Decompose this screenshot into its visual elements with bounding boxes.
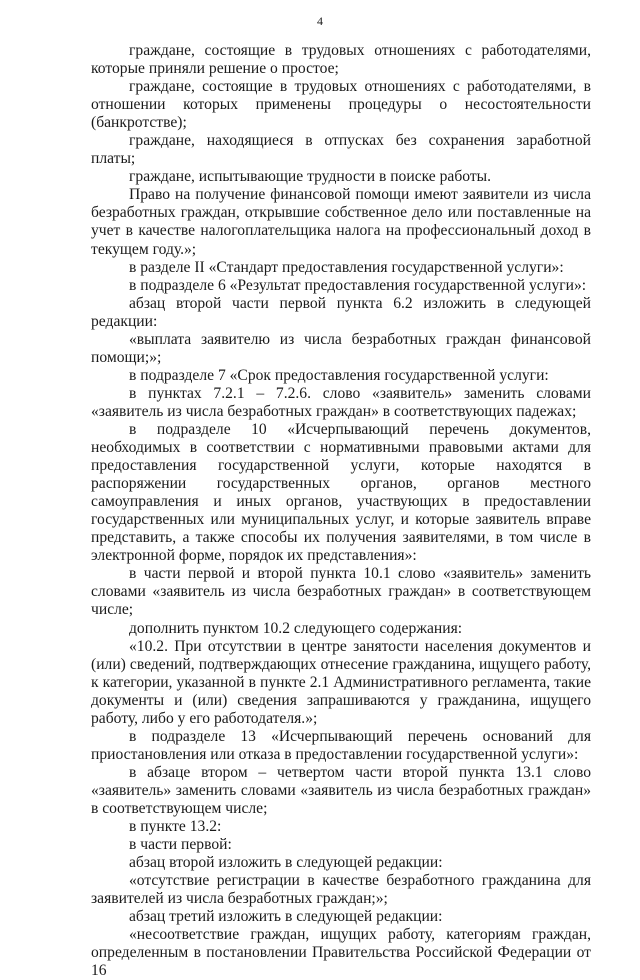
paragraph: в части первой и второй пункта 10.1 слово «заявитель» заменить словами «заявитель из числа безработных граждан» в соответствующем числе; xyxy=(91,565,591,619)
paragraph: «10.2. При отсутствии в центре занятости населения документов и (или) сведений, подтверждающих отнесение гражданина, ищущего работу, к категории, указанной в пункте 2.1 Административного регламента, такие документы и (или) сведения запрашиваются у гражданина, ищущего работу, либо у его работодателя.»; xyxy=(91,637,591,727)
paragraph: абзац второй части первой пункта 6.2 изложить в следующей редакции: xyxy=(91,294,591,330)
paragraph: в части первой: xyxy=(129,836,232,854)
paragraph: «отсутствие регистрации в качестве безработного гражданина для заявителей из числа безработных граждан;»; xyxy=(91,872,591,908)
document-body xyxy=(91,42,591,980)
paragraph: граждане, состоящие в трудовых отношениях с работодателями, в отношении которых применены процедуры о несостоятельности (банкротстве); xyxy=(91,78,591,132)
paragraph: в подразделе 7 «Срок предоставления государственной услуги: xyxy=(129,366,549,384)
paragraph: граждане, испытывающие трудности в поиске работы. xyxy=(129,168,492,186)
paragraph: в абзаце втором – четвертом части второй пункта 13.1 слово «заявитель» заменить словами «заявитель из числа безработных граждан» в соответствующем числе; xyxy=(91,763,591,817)
paragraph: в подразделе 10 «Исчерпывающий перечень документов, необходимых в соответствии с нормативными правовыми актами для предоставления государственной услуги, которые находятся в распоряжении государственных органов, органов местного самоуправления и иных органов, участвующих в предоставлении государственных или муниципальных услуг, и которые заявитель вправе представить, а также способы их получения заявителями, в том числе в электронной форме, порядок их представления»: xyxy=(91,420,591,565)
paragraph: «выплата заявителю из числа безработных граждан финансовой помощи;»; xyxy=(91,330,591,366)
paragraph: Право на получение финансовой помощи имеют заявители из числа безработных граждан, открывшие собственное дело или поставленные на учет в качестве налогоплательщика налога на профессиональный доход в текущем году.»; xyxy=(91,186,591,258)
paragraph: «несоответствие граждан, ищущих работу, категориям граждан, определенным в постановлении Правительства Российской Федерации от 16 xyxy=(91,926,591,980)
paragraph: в подразделе 13 «Исчерпывающий перечень оснований для приостановления или отказа в предоставлении государственной услуги»: xyxy=(91,727,591,763)
paragraph: в подразделе 6 «Результат предоставления государственной услуги»: xyxy=(129,276,587,294)
paragraph: граждане, находящиеся в отпусках без сохранения заработной платы; xyxy=(91,132,591,168)
page-number: 4 xyxy=(317,14,323,28)
paragraph: граждане, состоящие в трудовых отношениях с работодателями, которые приняли решение о простое; xyxy=(91,42,591,78)
paragraph: в разделе II «Стандарт предоставления государственной услуги»: xyxy=(129,258,564,276)
paragraph: в пункте 13.2: xyxy=(129,818,222,836)
paragraph: дополнить пунктом 10.2 следующего содержания: xyxy=(129,619,463,637)
paragraph: абзац третий изложить в следующей редакции: xyxy=(129,908,443,926)
paragraph: в пунктах 7.2.1 – 7.2.6. слово «заявитель» заменить словами «заявитель из числа безработных граждан» в соответствующих падежах; xyxy=(91,384,591,420)
paragraph: абзац второй изложить в следующей редакции: xyxy=(129,854,443,872)
